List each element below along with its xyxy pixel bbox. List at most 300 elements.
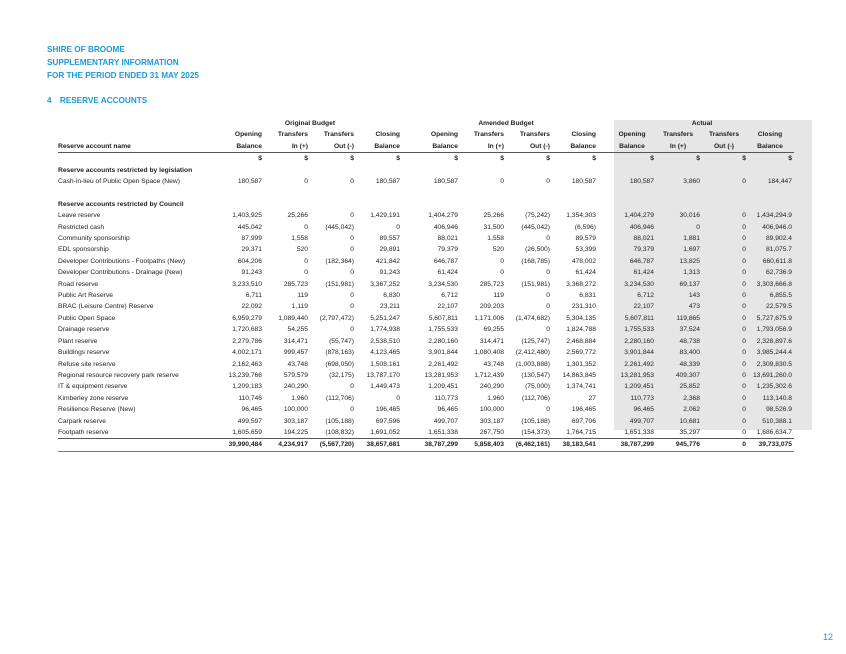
amount-cell: 5,304,135 xyxy=(566,314,596,322)
amount-cell: 35,297 xyxy=(679,428,700,436)
column-gap xyxy=(598,427,610,439)
col-header: Out (-) xyxy=(702,141,748,153)
amount-cell: 285,723 xyxy=(283,280,308,288)
amount-cell: (151,981) xyxy=(325,280,354,288)
amount-cell: 5,251,247 xyxy=(370,314,400,322)
col-header: Closing xyxy=(571,131,596,139)
group-original-budget: Original Budget xyxy=(284,120,336,127)
account-name: Drainage reserve xyxy=(58,326,110,334)
account-name: Refuse site reserve xyxy=(58,360,116,368)
section-number: 4 xyxy=(47,96,52,105)
amount-cell: 697,706 xyxy=(571,417,596,425)
amount-cell: 38,787,299 xyxy=(610,439,656,451)
column-gap xyxy=(402,267,414,278)
amount-cell: (1,003,888) xyxy=(515,360,550,368)
amount-cell: 1,313 xyxy=(683,269,700,277)
column-gap xyxy=(598,244,610,255)
amount-cell: 61,424 xyxy=(437,269,458,277)
amount-cell: 13,281,953 xyxy=(620,371,654,379)
amount-cell: 0 xyxy=(742,360,746,368)
amount-cell: 1,429,191 xyxy=(370,212,400,220)
amount-cell: 1,651,338 xyxy=(624,428,654,436)
section-title: RESERVE ACCOUNTS xyxy=(59,96,148,105)
column-gap xyxy=(402,324,414,335)
amount-cell: 0 xyxy=(742,246,746,254)
amount-cell: 0 xyxy=(742,235,746,243)
currency-row xyxy=(58,153,794,165)
amount-cell: 194,225 xyxy=(283,428,308,436)
amount-cell: 0 xyxy=(350,212,354,220)
table-row xyxy=(58,279,794,290)
col-header: Transfers xyxy=(708,131,740,139)
table-row xyxy=(58,393,794,404)
column-gap xyxy=(402,336,414,347)
amount-cell: 604,206 xyxy=(237,257,262,265)
column-gap xyxy=(402,244,414,255)
col-header: Opening xyxy=(430,131,458,139)
amount-cell: 0 xyxy=(742,349,746,357)
group-amended-budget: Amended Budget xyxy=(478,120,534,127)
table-row xyxy=(58,244,794,255)
amount-cell: 579,579 xyxy=(283,371,308,379)
amount-cell: 0 xyxy=(546,292,550,300)
amount-cell: 0 xyxy=(742,269,746,277)
amount-cell: 23,211 xyxy=(380,303,400,311)
amount-cell: 0 xyxy=(546,406,550,414)
amount-cell: 697,596 xyxy=(375,417,400,425)
col-header: Transfers xyxy=(519,131,550,139)
amount-cell: 520 xyxy=(492,246,504,254)
amount-cell: 89,557 xyxy=(379,235,400,243)
col-header: Balance xyxy=(552,141,598,153)
amount-cell: 0 xyxy=(304,178,308,186)
amount-cell: 6,711 xyxy=(245,292,262,300)
column-gap xyxy=(598,439,610,451)
amount-cell: 0 xyxy=(350,383,354,391)
col-header: Transfers xyxy=(323,131,354,139)
amount-cell: 3,367,252 xyxy=(370,280,400,288)
amount-cell: 0 xyxy=(350,326,354,334)
amount-cell: 314,471 xyxy=(283,337,308,345)
amount-cell: 1,558 xyxy=(291,235,308,243)
col-header: In (+) xyxy=(264,141,310,153)
amount-cell: 0 xyxy=(742,292,746,300)
amount-cell: 1,755,533 xyxy=(428,326,458,334)
amount-cell: 43,748 xyxy=(483,360,504,368)
amount-cell: 22,092 xyxy=(241,303,262,311)
amount-cell: (168,785) xyxy=(521,257,550,265)
amount-cell: 1,209,451 xyxy=(428,383,458,391)
table-row xyxy=(58,301,794,312)
col-header: In (+) xyxy=(460,141,506,153)
amount-cell: 0 xyxy=(742,178,746,186)
group-actual: Actual xyxy=(691,120,713,127)
currency-symbol: $ xyxy=(258,155,262,163)
account-name: Public Open Space xyxy=(58,314,116,322)
currency-symbol: $ xyxy=(650,155,654,163)
column-gap xyxy=(402,176,414,187)
amount-cell: 38,183,541 xyxy=(552,439,598,451)
column-gap xyxy=(598,279,610,290)
amount-cell: 1,209,183 xyxy=(232,383,262,391)
table-row xyxy=(58,267,794,278)
subheading-row xyxy=(58,165,794,176)
amount-cell: 1,697 xyxy=(683,246,700,254)
amount-cell: 1,374,741 xyxy=(566,383,596,391)
amount-cell: 0 xyxy=(350,246,354,254)
amount-cell: 1,403,925 xyxy=(232,212,262,220)
report-period: FOR THE PERIOD ENDED 31 MAY 2025 xyxy=(47,71,199,80)
amount-cell: (125,747) xyxy=(521,337,550,345)
amount-cell: (108,832) xyxy=(325,428,354,436)
column-gap xyxy=(598,404,610,415)
amount-cell: 1,434,294.9 xyxy=(756,212,792,220)
table-row xyxy=(58,404,794,415)
amount-cell: 445,042 xyxy=(237,223,262,231)
amount-cell: 2,280,160 xyxy=(624,337,654,345)
amount-cell: 37,524 xyxy=(679,326,700,334)
amount-cell: (112,706) xyxy=(521,394,550,402)
amount-cell: 13,825 xyxy=(679,257,700,265)
amount-cell: 6,855.5 xyxy=(769,292,792,300)
amount-cell: 39,990,484 xyxy=(218,439,264,451)
amount-cell: 113,140.8 xyxy=(762,394,792,402)
amount-cell: (5,567,720) xyxy=(310,439,356,451)
amount-cell: 1,774,938 xyxy=(370,326,400,334)
column-gap xyxy=(598,313,610,324)
amount-cell: 478,002 xyxy=(571,257,596,265)
account-name: Plant reserve xyxy=(58,337,98,345)
amount-cell: 69,255 xyxy=(483,326,504,334)
table-row xyxy=(58,290,794,301)
amount-cell: 0 xyxy=(742,303,746,311)
column-gap xyxy=(598,324,610,335)
column-gap xyxy=(598,359,610,370)
currency-symbol: $ xyxy=(742,155,746,163)
amount-cell: 119,865 xyxy=(676,314,700,322)
amount-cell: 406,946 xyxy=(433,223,458,231)
table-row xyxy=(58,313,794,324)
amount-cell: 3,368,272 xyxy=(566,280,596,288)
amount-cell: 25,266 xyxy=(287,212,308,220)
amount-cell: 1,764,715 xyxy=(566,428,596,436)
amount-cell: 4,123,465 xyxy=(370,349,400,357)
amount-cell: 303,187 xyxy=(283,417,308,425)
amount-cell: 660,611.8 xyxy=(762,257,792,265)
table-row xyxy=(58,233,794,244)
account-name: IT & equipment reserve xyxy=(58,383,128,391)
col-header: Transfers xyxy=(473,131,504,139)
amount-cell: 91,243 xyxy=(379,269,400,277)
amount-cell: 13,691,260.0 xyxy=(752,371,792,379)
amount-cell: 180,587 xyxy=(375,178,400,186)
amount-cell: 88,021 xyxy=(437,235,458,243)
page-number: 12 xyxy=(823,632,834,642)
subheading-row xyxy=(58,199,794,210)
amount-cell: 0 xyxy=(500,269,504,277)
amount-cell: 6,712 xyxy=(637,292,654,300)
amount-cell: 0 xyxy=(742,280,746,288)
amount-cell: 1,558 xyxy=(487,235,504,243)
amount-cell: 5,858,403 xyxy=(460,439,506,451)
column-gap xyxy=(598,290,610,301)
amount-cell: 0 xyxy=(742,257,746,265)
amount-cell: 0 xyxy=(546,178,550,186)
amount-cell: 1,449,473 xyxy=(370,383,400,391)
currency-symbol: $ xyxy=(546,155,550,163)
amount-cell: 1,824,788 xyxy=(566,326,596,334)
currency-symbol: $ xyxy=(396,155,400,163)
amount-cell: 0 xyxy=(546,269,550,277)
amount-cell: 0 xyxy=(304,223,308,231)
amount-cell: 0 xyxy=(396,394,400,402)
amount-cell: 0 xyxy=(742,337,746,345)
amount-cell: 3,234,530 xyxy=(624,280,654,288)
amount-cell: 69,137 xyxy=(679,280,700,288)
column-gap xyxy=(598,416,610,427)
col-header: Balance xyxy=(610,141,656,153)
currency-symbol: $ xyxy=(788,155,792,163)
amount-cell: 14,863,845 xyxy=(562,371,596,379)
amount-cell: 2,261,492 xyxy=(624,360,654,368)
legislation-section xyxy=(58,165,794,188)
col-header: Opening xyxy=(618,131,646,139)
amount-cell: (32,175) xyxy=(329,371,354,379)
amount-cell: 88,021 xyxy=(633,235,654,243)
amount-cell: 180,587 xyxy=(629,178,654,186)
amount-cell: 96,465 xyxy=(241,406,262,414)
amount-cell: 2,538,510 xyxy=(370,337,400,345)
amount-cell: 91,243 xyxy=(241,269,262,277)
amount-cell: (1,474,682) xyxy=(515,314,550,322)
amount-cell: 180,587 xyxy=(433,178,458,186)
column-gap xyxy=(402,439,414,451)
amount-cell: 0 xyxy=(350,303,354,311)
column-gap xyxy=(402,256,414,267)
section-heading xyxy=(47,96,147,105)
amount-cell: 79,379 xyxy=(633,246,654,254)
account-name: Carpark reserve xyxy=(58,417,106,425)
amount-cell: (6,596) xyxy=(574,223,596,231)
amount-cell: 3,901,844 xyxy=(624,349,654,357)
amount-cell: 2,328,897.6 xyxy=(756,337,792,345)
col-header: Closing xyxy=(375,131,400,139)
amount-cell: 999,457 xyxy=(283,349,308,357)
column-gap xyxy=(402,279,414,290)
subheading-legislation: Reserve accounts restricted by legislation xyxy=(58,166,193,174)
amount-cell: 499,707 xyxy=(433,417,458,425)
amount-cell: 6,712 xyxy=(441,292,458,300)
amount-cell: 0 xyxy=(742,371,746,379)
column-gap xyxy=(402,416,414,427)
table-row xyxy=(58,176,794,187)
amount-cell: 240,290 xyxy=(479,383,504,391)
column-gap xyxy=(598,347,610,358)
col-header: Transfers xyxy=(277,131,308,139)
amount-cell: 1,712,439 xyxy=(474,371,504,379)
table-row xyxy=(58,210,794,221)
amount-cell: 1,605,659 xyxy=(232,428,262,436)
amount-cell: 0 xyxy=(742,383,746,391)
amount-cell: 1,508,161 xyxy=(370,360,400,368)
amount-cell: 0 xyxy=(350,406,354,414)
amount-cell: 61,424 xyxy=(575,269,596,277)
table-row xyxy=(58,370,794,381)
amount-cell: 646,787 xyxy=(629,257,654,265)
report-org: SHIRE OF BROOME xyxy=(47,45,125,54)
spacer-row xyxy=(58,187,794,198)
currency-symbol: $ xyxy=(592,155,596,163)
account-name: Kimberley zone reserve xyxy=(58,394,129,402)
currency-symbol: $ xyxy=(304,155,308,163)
amount-cell: 0 xyxy=(350,178,354,186)
amount-cell: 0 xyxy=(742,326,746,334)
amount-cell: 0 xyxy=(696,223,700,231)
amount-cell: 510,388.1 xyxy=(762,417,792,425)
column-gap xyxy=(402,222,414,233)
amount-cell: 3,901,844 xyxy=(428,349,458,357)
account-name: Road reserve xyxy=(58,280,99,288)
amount-cell: 43,748 xyxy=(287,360,308,368)
amount-cell: 5,607,811 xyxy=(624,314,654,322)
table-row xyxy=(58,427,794,439)
amount-cell: 0 xyxy=(350,235,354,243)
col-header: Opening xyxy=(234,131,262,139)
amount-cell: 5,607,811 xyxy=(428,314,458,322)
amount-cell: 499,597 xyxy=(237,417,262,425)
totals-row xyxy=(58,439,794,451)
amount-cell: 473 xyxy=(688,303,700,311)
table-row xyxy=(58,256,794,267)
amount-cell: 303,187 xyxy=(479,417,504,425)
amount-cell: 0 xyxy=(742,314,746,322)
amount-cell: 0 xyxy=(742,428,746,436)
amount-cell: 0 xyxy=(396,223,400,231)
amount-cell: (75,242) xyxy=(525,212,550,220)
amount-cell: 1,301,352 xyxy=(566,360,596,368)
table-row xyxy=(58,324,794,335)
amount-cell: 1,960 xyxy=(291,394,308,402)
amount-cell: 499,707 xyxy=(629,417,654,425)
amount-cell: (105,188) xyxy=(325,417,354,425)
amount-cell: 48,738 xyxy=(679,337,700,345)
amount-cell: 267,750 xyxy=(479,428,504,436)
amount-cell: (698,050) xyxy=(325,360,354,368)
amount-cell: 2,062 xyxy=(683,406,700,414)
amount-cell: 1,651,338 xyxy=(428,428,458,436)
amount-cell: 96,465 xyxy=(437,406,458,414)
amount-cell: (878,163) xyxy=(325,349,354,357)
column-gap xyxy=(402,393,414,404)
amount-cell: 0 xyxy=(546,235,550,243)
amount-cell: (445,042) xyxy=(325,223,354,231)
col-header: Balance xyxy=(218,141,264,153)
column-gap xyxy=(598,381,610,392)
table-row xyxy=(58,359,794,370)
council-section xyxy=(58,187,794,438)
reserve-accounts-table xyxy=(58,118,794,452)
amount-cell: 1,691,052 xyxy=(370,428,400,436)
amount-cell: 31,500 xyxy=(483,223,504,231)
amount-cell: 2,569,772 xyxy=(566,349,596,357)
amount-cell: 25,852 xyxy=(679,383,700,391)
amount-cell: 2,162,463 xyxy=(232,360,262,368)
amount-cell: 3,860 xyxy=(683,178,700,186)
amount-cell: 54,255 xyxy=(287,326,308,334)
amount-cell: 0 xyxy=(546,303,550,311)
amount-cell: (105,188) xyxy=(521,417,550,425)
amount-cell: 100,000 xyxy=(479,406,504,414)
column-gap xyxy=(598,393,610,404)
amount-cell: (2,412,480) xyxy=(515,349,550,357)
column-gap xyxy=(402,301,414,312)
amount-cell: 1,793,056.9 xyxy=(756,326,792,334)
account-name: Buildings reserve xyxy=(58,349,110,357)
column-gap xyxy=(598,210,610,221)
amount-cell: 96,465 xyxy=(633,406,654,414)
account-name: EDL sponsorship xyxy=(58,246,109,254)
amount-cell: (182,364) xyxy=(325,257,354,265)
column-gap xyxy=(402,359,414,370)
amount-cell: 1,354,303 xyxy=(566,212,596,220)
account-name: Public Art Reserve xyxy=(58,292,114,300)
amount-cell: (445,042) xyxy=(521,223,550,231)
account-name: Developer Contributions - Drainage (New) xyxy=(58,269,183,277)
amount-cell: 209,203 xyxy=(479,303,504,311)
column-gap xyxy=(402,427,414,439)
group-header-row xyxy=(58,118,794,129)
amount-cell: 520 xyxy=(296,246,308,254)
amount-cell: 0 xyxy=(546,326,550,334)
amount-cell: 13,239,766 xyxy=(228,371,262,379)
amount-cell: 2,279,786 xyxy=(232,337,262,345)
amount-cell: 81,075.7 xyxy=(765,246,792,254)
amount-cell: 22,107 xyxy=(437,303,458,311)
amount-cell: 1,119 xyxy=(291,303,308,311)
totals-label xyxy=(58,439,218,451)
amount-cell: 0 xyxy=(742,417,746,425)
totals-section xyxy=(58,439,794,451)
amount-cell: (151,981) xyxy=(521,280,550,288)
column-gap xyxy=(598,256,610,267)
amount-cell: (6,462,161) xyxy=(506,439,552,451)
column-gap xyxy=(402,233,414,244)
amount-cell: 0 xyxy=(742,394,746,402)
amount-cell: 25,266 xyxy=(483,212,504,220)
amount-cell: 2,468,884 xyxy=(566,337,596,345)
col-header: In (+) xyxy=(656,141,702,153)
amount-cell: 87,999 xyxy=(241,235,262,243)
amount-cell: 4,234,917 xyxy=(264,439,310,451)
amount-cell: 110,773 xyxy=(630,394,654,402)
column-header-top-row xyxy=(58,129,794,140)
col-header: Balance xyxy=(748,141,794,153)
amount-cell: 2,309,830.5 xyxy=(756,360,792,368)
amount-cell: 1,960 xyxy=(487,394,504,402)
amount-cell: 89,579 xyxy=(575,235,596,243)
amount-cell: (130,547) xyxy=(521,371,550,379)
amount-cell: 1,404,279 xyxy=(428,212,458,220)
amount-cell: (154,373) xyxy=(521,428,550,436)
account-name: Leave reserve xyxy=(58,212,101,220)
column-gap xyxy=(598,301,610,312)
account-name: Footpath reserve xyxy=(58,428,109,436)
amount-cell: (26,500) xyxy=(525,246,550,254)
account-name: Cash-in-lieu of Public Open Space (New) xyxy=(58,178,180,186)
account-name: BRAC (Leisure Centre) Reserve xyxy=(58,303,154,311)
column-gap xyxy=(402,404,414,415)
column-gap xyxy=(402,210,414,221)
